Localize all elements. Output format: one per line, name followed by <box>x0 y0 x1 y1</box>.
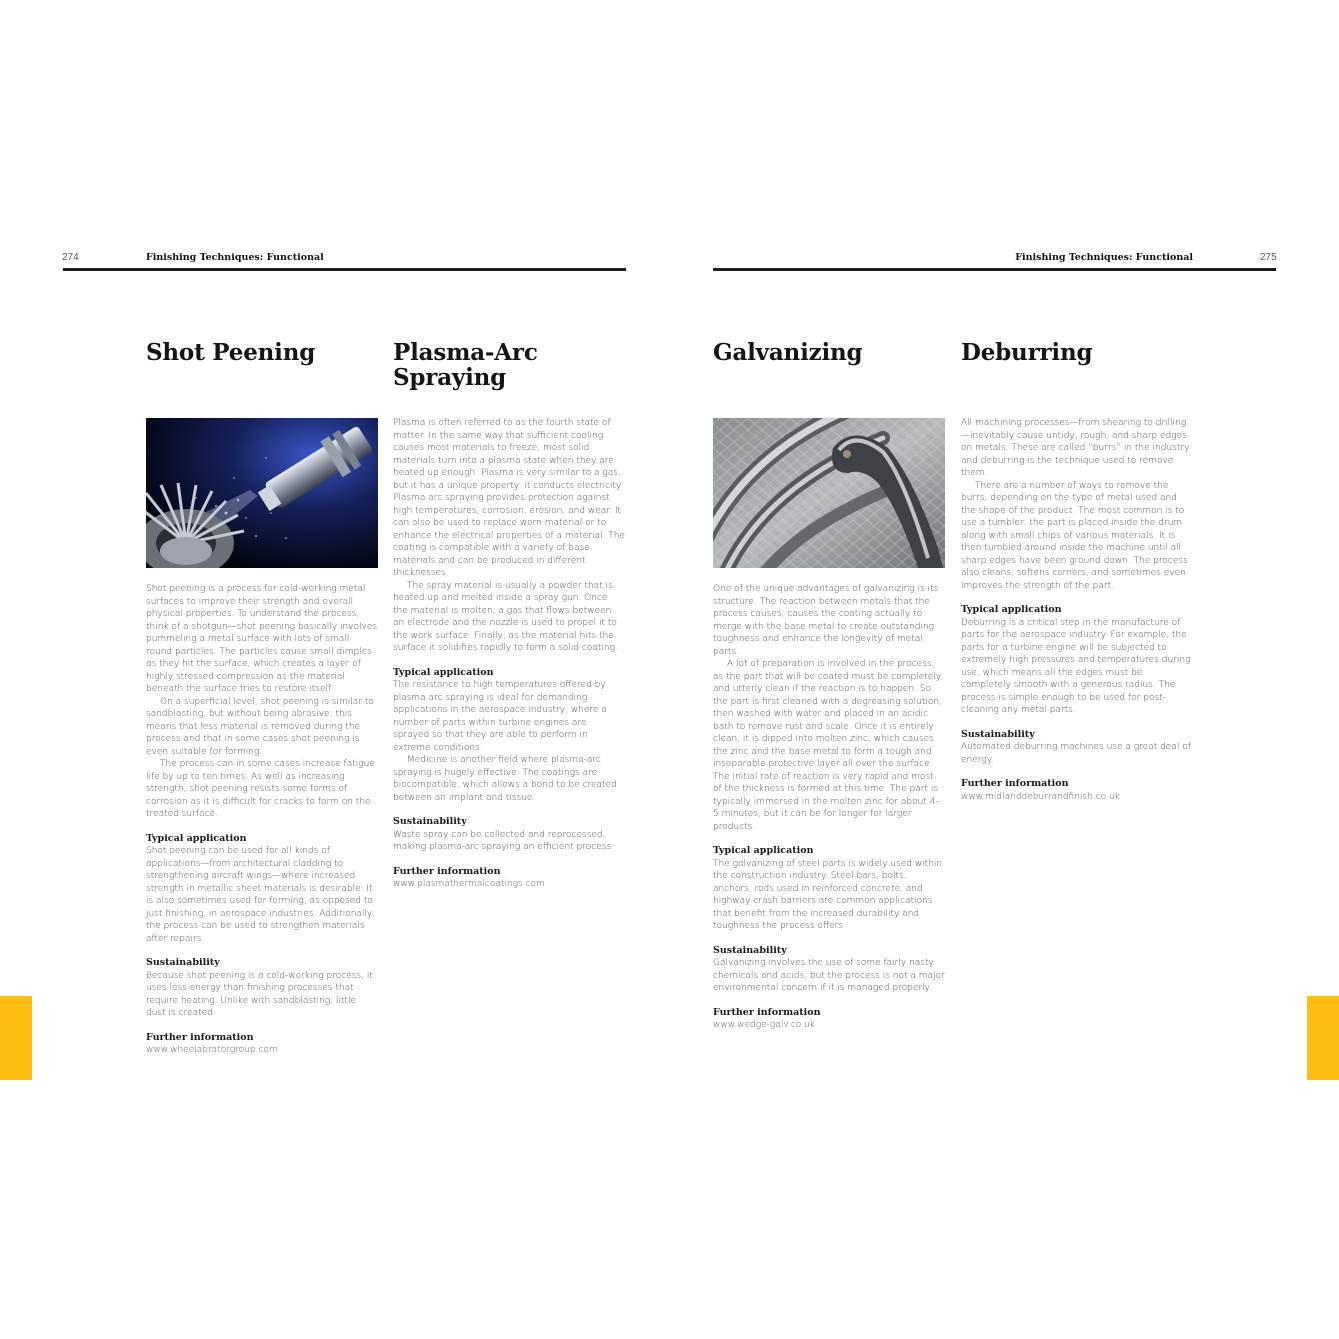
plasma-arc-title: Plasma-Arc Spraying <box>393 339 538 391</box>
deburring-paragraph: There are a number of ways to remove the burrs, depending on the type of metal used and the shape of the product. The most common is to use a tumbler: the part is placed inside the drum along with small chips of various materials. It is then tumbled around inside the machine until all sharp edges have been ground down. The process also cleans, softens corners, and sometimes even improves the strength of the part. <box>961 480 1188 591</box>
header-rule-left <box>63 268 626 271</box>
galvanizing-heading-block <box>713 340 945 365</box>
deburring-link[interactable]: www.midlanddeburrandfinish.co.uk <box>961 791 1120 802</box>
galvanizing-typical-heading: Typical application <box>713 845 814 856</box>
plasma-arc-sustainability-text: Waste spray can be collected and reprocessed, making plasma-arc spraying an efficient process. <box>393 829 614 852</box>
galvanizing-paragraph: One of the unique advantages of galvanizing is its structure. The reaction between metals that the process causes, causes the coating actually to merge with the base metal to create outstanding toughness and enhance the longevity of metal parts. <box>713 584 939 657</box>
shot-peening-typical-text: Shot peening can be used for all kinds of applications—from architectural cladding to strengthening aircraft wings—where increased strength in metallic sheet materials is desirable. It is also sometimes used for forming, as opposed to just finishing, in aerospace industries. Additionally, the process can be used to strengthen materials after repairs. <box>146 846 376 944</box>
plasma-arc-text <box>393 417 625 891</box>
galvanizing-paragraph: A lot of preparation is involved in the process, as the part that will be coated must be completely and utterly clean if the reaction is to happen. So the part is first cleaned with a degreasing solution, then washed with water and placed in an acidic bath to remove rust and scale. Once it is entirely clean, it is dipped into molten zinc, which causes the zinc and the base metal to form a tough and inseparable protective layer all over the surface. The initial rate of reaction is very rapid and most of the thickness is formed at this time. The part is typically immersed in the molten zinc for about 4–5 minutes, but it can be for longer for larger products. <box>713 659 942 832</box>
deburring-text <box>961 417 1193 803</box>
deburring-heading-block <box>961 340 1193 365</box>
deburring-sustainability-heading: Sustainability <box>961 728 1035 740</box>
running-head-right: Finishing Techniques: Functional <box>1015 252 1193 263</box>
shot-peening-photo <box>146 418 378 568</box>
deburring-sustainability-text: Automated deburring machines use a great deal of energy. <box>961 742 1191 765</box>
shot-peening-further-heading: Further information <box>146 1031 254 1043</box>
deburring-title: Deburring <box>961 339 1093 366</box>
shot-peening-title: Shot Peening <box>146 339 316 366</box>
galvanizing-sustainability-heading: Sustainability <box>713 944 787 956</box>
deburring-typical-text: Deburring is a critical step in the manufacture of parts for the aerospace industry. For example, the parts for a turbine engine will be subjected to extremely high pressures and temperatures during use, which means all the edges must be completely smooth with a generous radius. The process is simple enough to be used for post-cleaning any metal parts. <box>961 617 1191 715</box>
plasma-arc-typical-heading: Typical application <box>393 666 494 678</box>
deburring-paragraph: All machining processes—from shearing to drilling—inevitably cause untidy, rough, and sharp edges on metals. These are called “burrs” in the industry and deburring is the technique used to remove them. <box>961 418 1190 478</box>
page-number-right: 275 <box>1260 252 1277 263</box>
galvanizing-typical-text: The galvanizing of steel parts is widely used within the construction industry. Steel bars, bolts, anchors, rods used in reinforced concrete, and highway crash barriers are common applications that benefit from the increased durability and toughness the process offers. <box>713 858 943 931</box>
header-rule-right <box>713 268 1276 271</box>
deburring-typical-heading: Typical application <box>961 604 1062 615</box>
plasma-arc-typical-text: The resistance to high temperatures offered by plasma arc spraying is ideal for demanding applications in the aerospace industry, where a number of parts within turbine engines are sprayed so that they are able to perform in extreme conditions. <box>393 680 607 753</box>
shot-peening-link[interactable]: www.wheelabratorgroup.com <box>146 1045 278 1055</box>
galvanizing-text <box>713 583 945 1032</box>
plasma-arc-paragraph: Plasma is often referred to as the fourth state of matter. In the same way that sufficient cooling causes most materials to freeze, most solid materials turn into a plasma state when they are heated up enough. Plasma is very similar to a gas, but it has a unique property: it conducts electricity. Plasma arc spraying provides protection against high temperatures, corrosion, erosion, and wear. It can also be used to replace worn material or to enhance the electrical properties of a material. The coating is compatible with a variety of base materials and can be produced in different thicknesses. <box>393 418 625 578</box>
running-head-left: Finishing Techniques: Functional <box>146 252 324 263</box>
plasma-arc-further-heading: Further information <box>393 865 501 877</box>
galvanizing-title: Galvanizing <box>713 339 863 366</box>
shot-peening-heading-block <box>146 340 378 365</box>
section-tab-left <box>0 996 32 1080</box>
plasma-arc-heading-block <box>393 340 625 390</box>
section-tab-right <box>1307 996 1339 1080</box>
shot-peening-sustainability-heading: Sustainability <box>146 957 220 968</box>
deburring-further-heading: Further information <box>961 778 1069 789</box>
shot-peening-typical-heading: Typical application <box>146 832 247 844</box>
galvanizing-sustainability-text: Galvanizing involves the use of some fairly nasty chemicals and acids, but the process is not a major environmental concern if it is managed properly. <box>713 958 945 993</box>
shot-peening-paragraph: On a superficial level, shot peening is similar to sandblasting, but without being abrasive; this means that less material is removed during the process and that in some cases shot peening is even suitable for forming. <box>146 696 374 757</box>
shot-peening-paragraph: Shot peening is a process for cold-working metal surfaces to improve their strength and overall physical properties. To understand the process, think of a shotgun—shot peening basically involves pummeling a metal surface with lots of small round particles. The particles cause small dimples as they hit the surface, which creates a layer of highly stressed compression as the material beneath the surface tries to restore itself. <box>146 584 378 694</box>
galvanizing-further-heading: Further information <box>713 1006 821 1018</box>
shot-peening-text <box>146 583 378 1057</box>
plasma-arc-typical-text: Medicine is another field where plasma-arc spraying is hugely effective. The coatings are biocompatible, which allows a bond to be created between an implant and tissue. <box>393 755 617 803</box>
page-number-left: 274 <box>62 252 79 263</box>
galvanizing-link[interactable]: www.wedge-galv.co.uk <box>713 1020 815 1030</box>
shot-peening-paragraph: The process can in some cases increase fatigue life by up to ten times. As well as increasing strength, shot peening resists some forms of corrosion as it is difficult for cracks to form on the treated surface. <box>146 759 375 819</box>
plasma-arc-sustainability-heading: Sustainability <box>393 816 467 827</box>
shot-peening-sustainability-text: Because shot peening is a cold-working process, it uses less energy than finishing processes that require heating. Unlike with sandblasting, little dust is created. <box>146 970 373 1018</box>
galvanizing-photo <box>713 418 945 568</box>
plasma-arc-link[interactable]: www.plasmathermalcoatings.com <box>393 879 545 889</box>
plasma-arc-paragraph: The spray material is usually a powder that is heated up and melted inside a spray gun. Once the material is molten, a gas that flows between an electrode and the nozzle is used to propel it to the work surface. Finally, as the material hits the surface it solidifies rapidly to form a solid coating. <box>393 580 618 653</box>
